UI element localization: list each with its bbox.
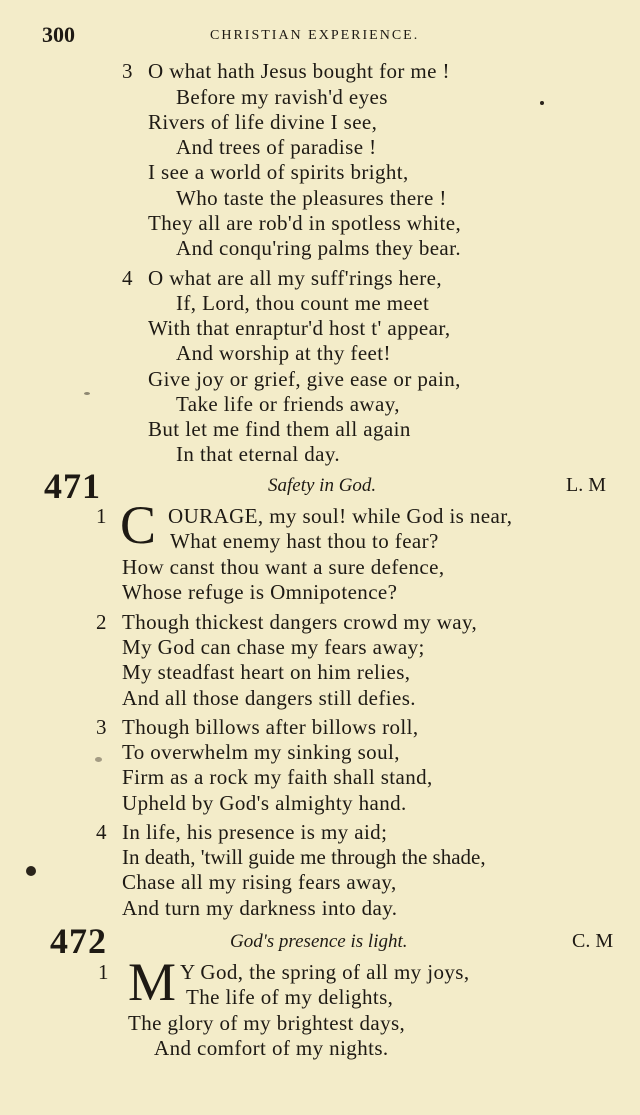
verse-line: Upheld by God's almighty hand. bbox=[122, 791, 407, 815]
verse-line: Firm as a rock my faith shall stand, bbox=[122, 765, 433, 789]
verse-line: How canst thou want a sure defence, bbox=[122, 555, 445, 579]
verse-number: 1 bbox=[98, 960, 109, 984]
page-header bbox=[0, 22, 640, 48]
verse-line: The glory of my brightest days, bbox=[128, 1011, 406, 1035]
verse-line: And worship at thy feet! bbox=[176, 341, 391, 365]
verse-line: With that enraptur'd host t' appear, bbox=[148, 316, 451, 340]
verse-number: 1 bbox=[96, 504, 107, 528]
verse-line: OURAGE, my soul! while God is near, bbox=[168, 504, 513, 528]
verse-line: What enemy hast thou to fear? bbox=[170, 529, 439, 553]
running-title: CHRISTIAN EXPERIENCE. bbox=[210, 28, 420, 43]
verse-line: Though billows after billows roll, bbox=[122, 715, 419, 739]
verse-line: If, Lord, thou count me meet bbox=[176, 291, 430, 315]
hymn-meter: L. M bbox=[566, 474, 606, 496]
verse-line: In death, 'twill guide me through the shade, bbox=[122, 845, 486, 869]
drop-cap: M bbox=[128, 952, 177, 1012]
verse-line: Take life or friends away, bbox=[176, 392, 400, 416]
verse-line: And all those dangers still defies. bbox=[122, 686, 416, 710]
verse-line: Who taste the pleasures there ! bbox=[176, 186, 447, 210]
hymn-title: Safety in God. bbox=[268, 475, 377, 496]
hymn-number: 472 bbox=[50, 921, 107, 961]
verse-number: 2 bbox=[96, 610, 107, 634]
verse-line: Chase all my rising fears away, bbox=[122, 870, 397, 894]
verse-line: Before my ravish'd eyes bbox=[176, 85, 388, 109]
verse-line: Though thickest dangers crowd my way, bbox=[122, 610, 478, 634]
ink-speck bbox=[84, 392, 90, 395]
verse-line: Y God, the spring of all my joys, bbox=[180, 960, 470, 984]
verse-number: 4 bbox=[122, 266, 133, 290]
verse-line: I see a world of spirits bright, bbox=[148, 160, 409, 184]
drop-cap: C bbox=[120, 495, 157, 555]
verse-line: Whose refuge is Omnipotence? bbox=[122, 580, 398, 604]
ink-speck bbox=[540, 101, 544, 105]
hymn-number: 471 bbox=[44, 466, 101, 506]
verse-line: O what hath Jesus bought for me ! bbox=[148, 59, 450, 83]
verse-number: 4 bbox=[96, 820, 107, 844]
verse-line: And turn my darkness into day. bbox=[122, 896, 398, 920]
verse-line: My God can chase my fears away; bbox=[122, 635, 425, 659]
verse-line: My steadfast heart on him relies, bbox=[122, 660, 411, 684]
verse-line: In life, his presence is my aid; bbox=[122, 820, 388, 844]
verse-line: And trees of paradise ! bbox=[176, 135, 377, 159]
ink-speck bbox=[95, 757, 102, 762]
verse-line: The life of my delights, bbox=[186, 985, 394, 1009]
hymn-title: God's presence is light. bbox=[230, 931, 408, 952]
verse-number: 3 bbox=[122, 59, 133, 83]
hymn-meter: C. M bbox=[572, 930, 614, 952]
verse-line: And comfort of my nights. bbox=[154, 1036, 389, 1060]
verse-line: In that eternal day. bbox=[176, 442, 341, 466]
verse-line: And conqu'ring palms they bear. bbox=[176, 236, 462, 260]
verse-line: Give joy or grief, give ease or pain, bbox=[148, 367, 461, 391]
verse-line: But let me find them all again bbox=[148, 417, 411, 441]
ink-speck bbox=[26, 866, 36, 876]
verse-line: They all are rob'd in spotless white, bbox=[148, 211, 462, 235]
verse-number: 3 bbox=[96, 715, 107, 739]
verse-line: O what are all my suff'rings here, bbox=[148, 266, 442, 290]
page-number: 300 bbox=[42, 22, 75, 47]
verse-line: To overwhelm my sinking soul, bbox=[122, 740, 400, 764]
verse-line: Rivers of life divine I see, bbox=[148, 110, 378, 134]
